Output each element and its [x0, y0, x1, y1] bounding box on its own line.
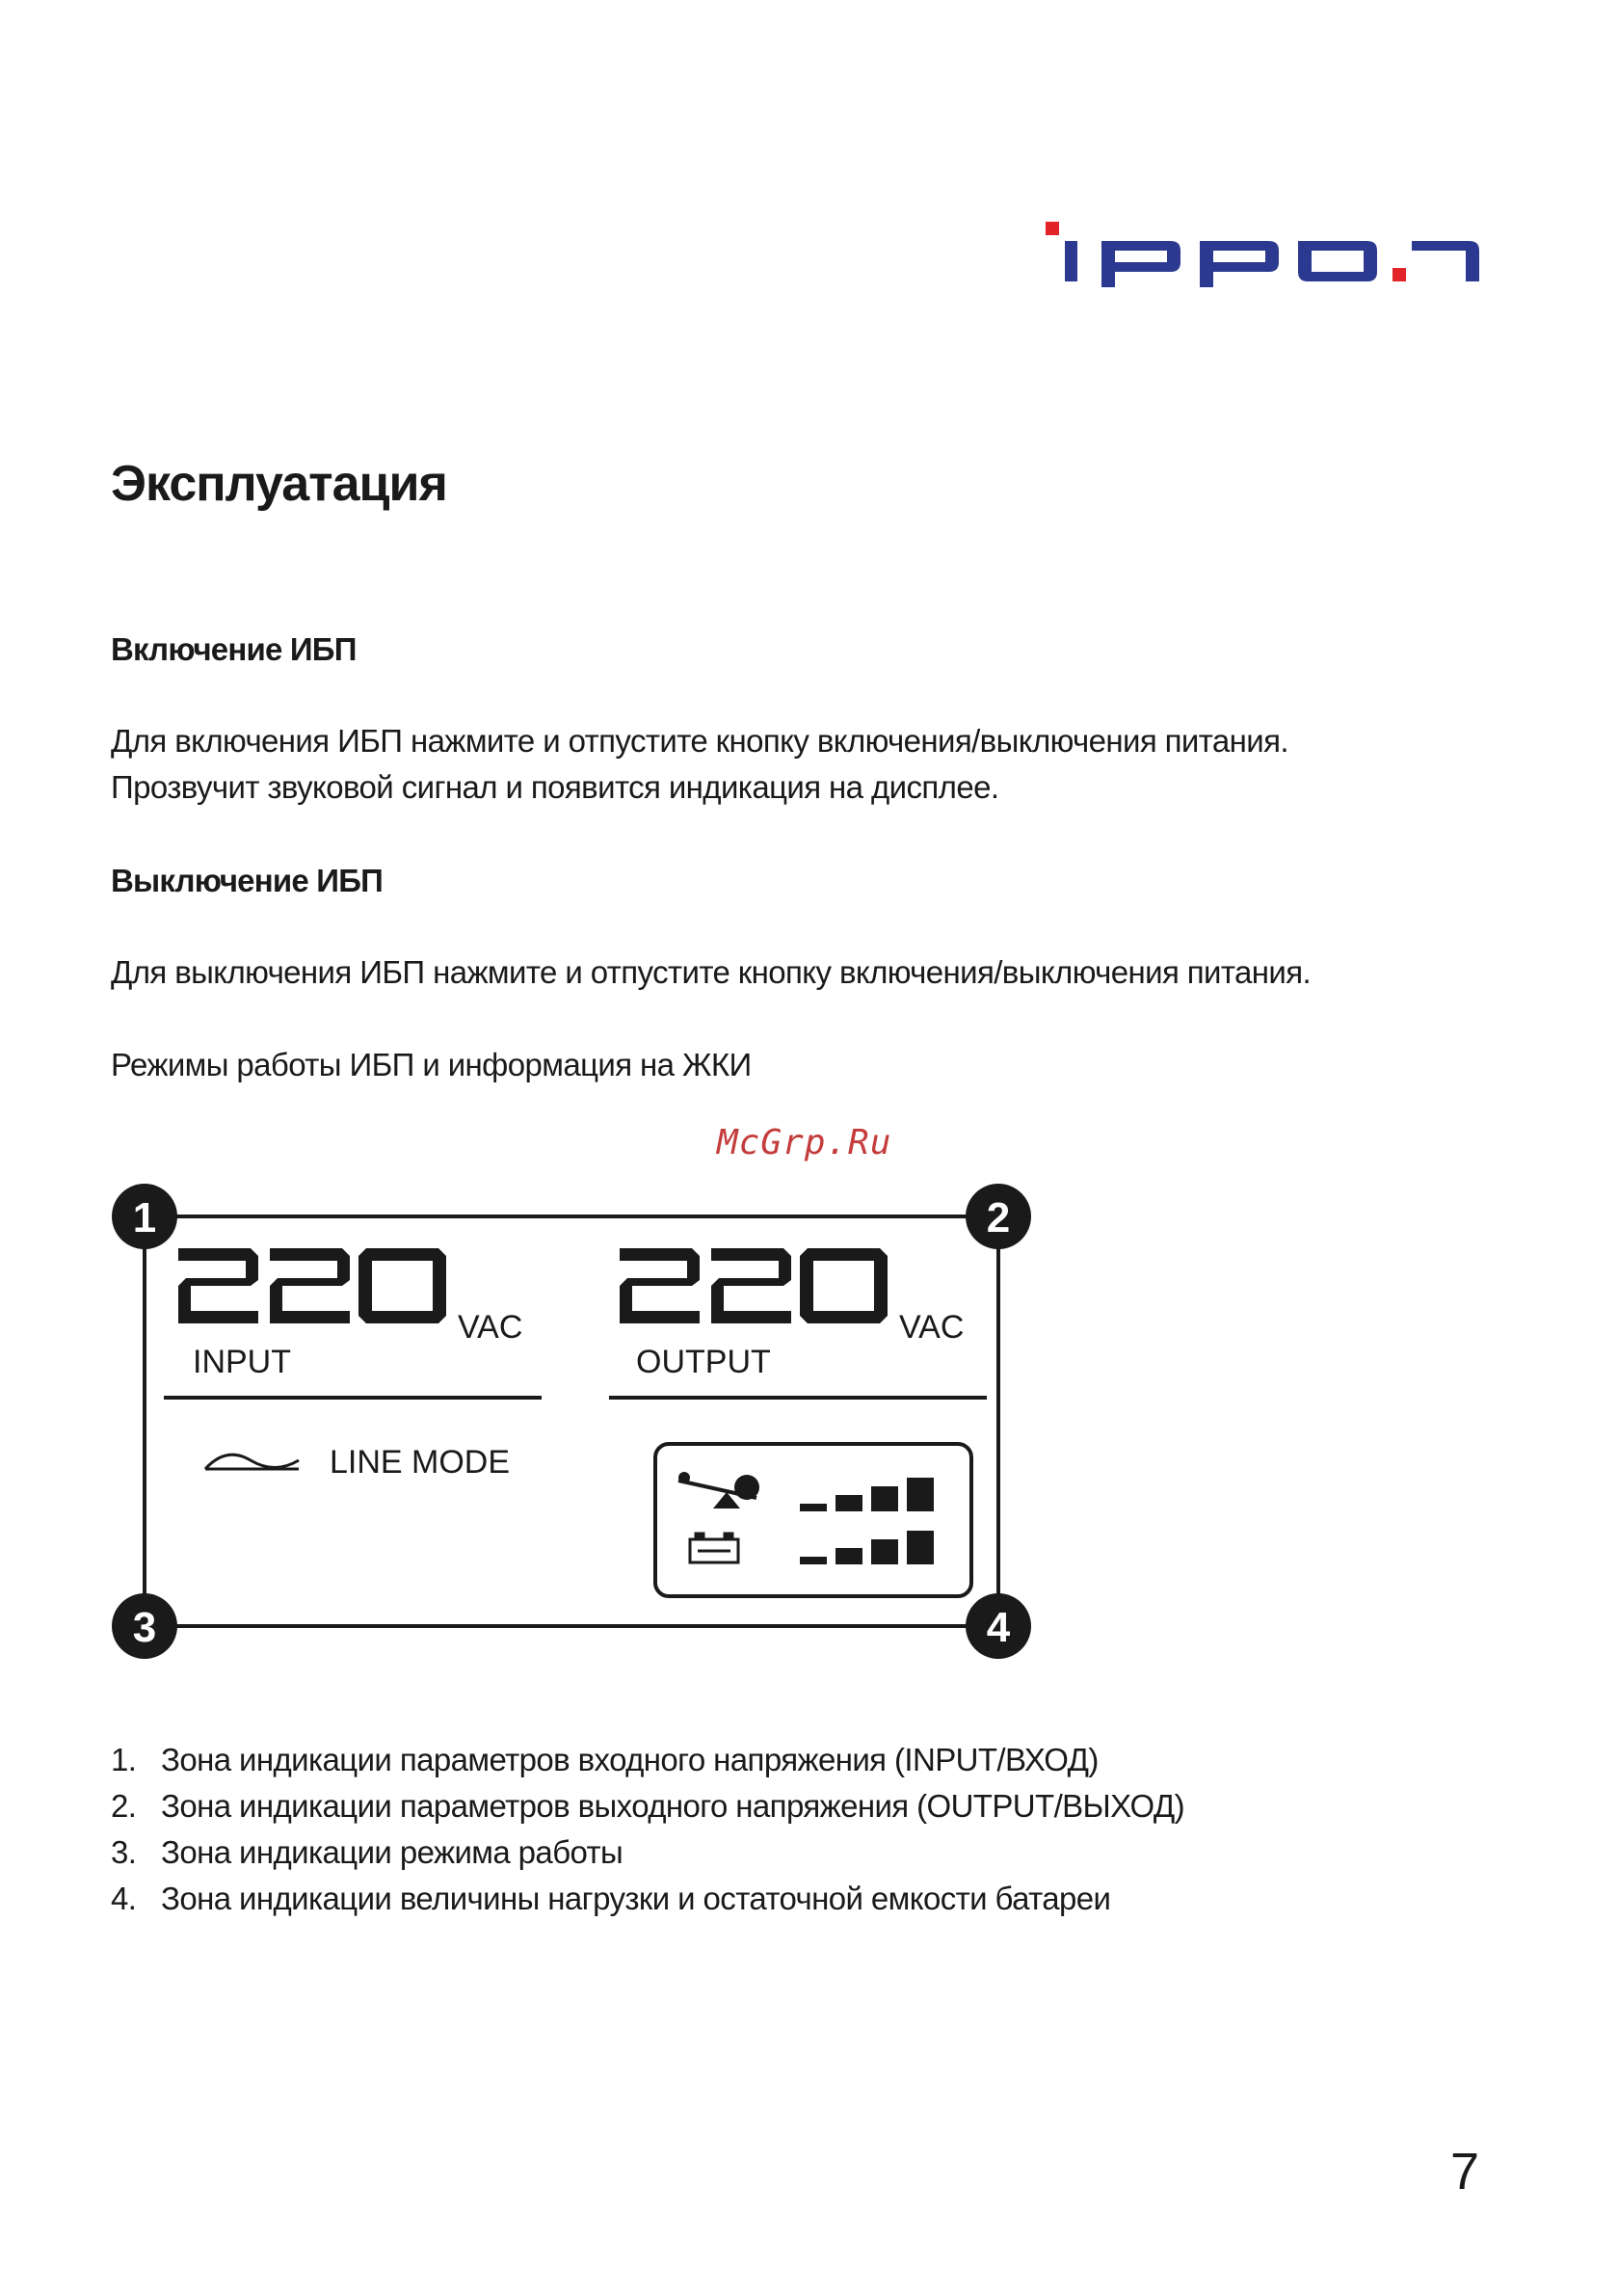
svg-text:3: 3: [132, 1604, 157, 1651]
input-label: INPUT: [193, 1344, 291, 1380]
sine-wave-icon: [205, 1455, 299, 1469]
marker-1: [112, 1184, 177, 1249]
list-item: 4. Зона индикации величины нагрузки и остаточной емкости батареи: [111, 1881, 1111, 1916]
load-level-bars: [800, 1478, 934, 1511]
output-label: OUTPUT: [636, 1344, 771, 1380]
section-text-power-off: Для выключения ИБП нажмите и отпустите кнопку включения/выключения питания.: [111, 954, 1312, 990]
list-item: 3. Зона индикации режима работы: [111, 1834, 623, 1870]
section-title-power-on: Включение ИБП: [111, 631, 357, 667]
section-title-power-off: Выключение ИБП: [111, 863, 384, 898]
marker-3: [112, 1593, 177, 1659]
lcd-diagram: [106, 1166, 1041, 1668]
mode-label: LINE MODE: [330, 1444, 511, 1481]
battery-level-bars: [800, 1531, 934, 1564]
svg-text:1: 1: [132, 1194, 157, 1241]
marker-4: [966, 1593, 1031, 1659]
input-digits: [178, 1248, 446, 1323]
page-number: 7: [1450, 2143, 1480, 2201]
ippon-logo: [1046, 214, 1479, 291]
list-item: 1. Зона индикации параметров входного напряжения (INPUT/ВХОД): [111, 1742, 1099, 1777]
svg-text:2: 2: [986, 1194, 1011, 1241]
output-digits: [620, 1248, 888, 1323]
modes-caption: Режимы работы ИБП и информация на ЖКИ: [111, 1047, 752, 1082]
svg-text:4: 4: [986, 1604, 1011, 1651]
watermark: McGrp.Ru: [717, 1123, 892, 1162]
legend-list: [111, 1737, 1184, 1922]
marker-2: [966, 1184, 1031, 1249]
list-item: 2. Зона индикации параметров выходного напряжения (OUTPUT/ВЫХОД): [111, 1788, 1184, 1824]
output-unit: VAC: [899, 1309, 965, 1346]
load-scale-icon: [678, 1472, 759, 1508]
lcd-frame: [145, 1216, 998, 1626]
section-text-power-on: Для включения ИБП нажмите и отпустите кнопку включения/выключения питания. Прозвучит звуковой сигнал и появится индикация на дисплее.: [111, 723, 1288, 805]
battery-icon: [690, 1534, 738, 1562]
input-unit: VAC: [458, 1309, 523, 1346]
page-title: Эксплуатация: [111, 456, 447, 512]
